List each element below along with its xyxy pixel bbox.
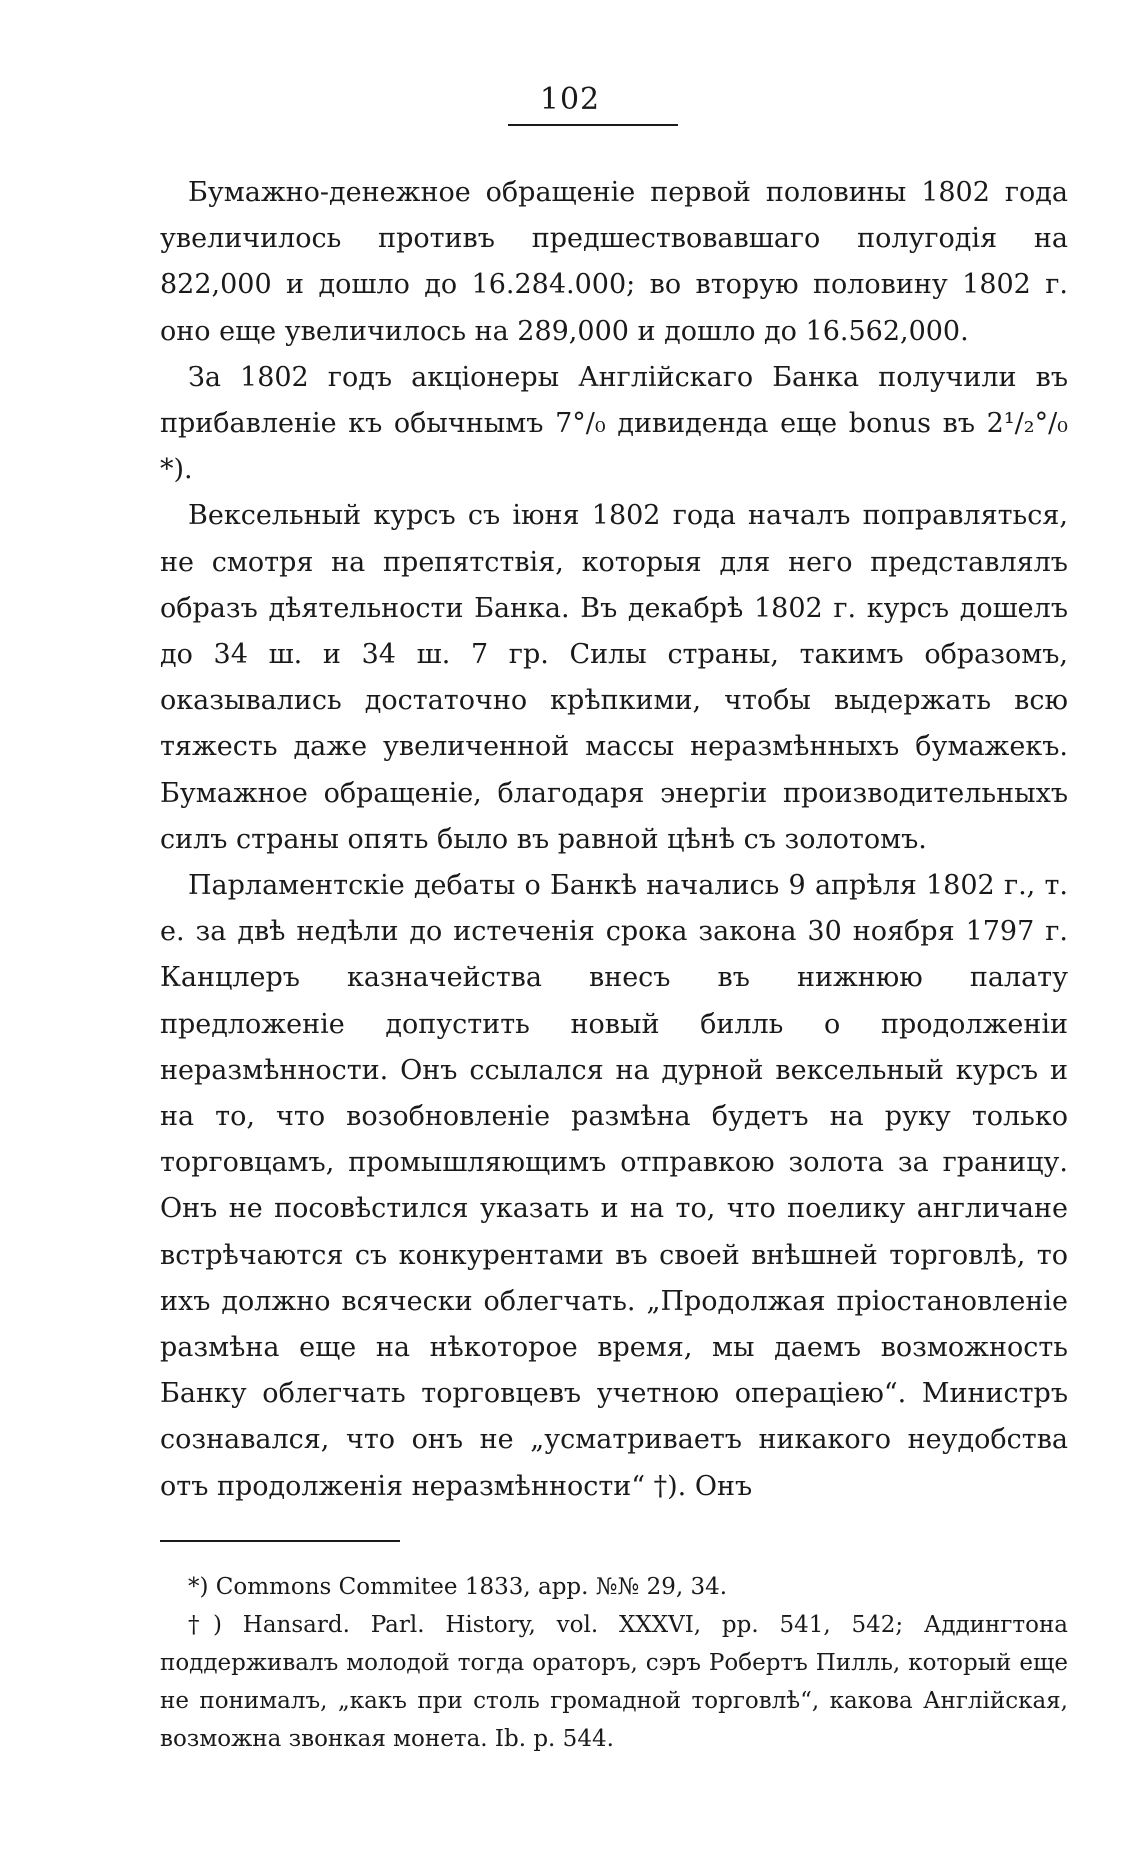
footnotes (160, 1568, 1068, 1758)
footnote-rule (160, 1540, 400, 1542)
paragraph-parliament-debates: Парламентскіе дебаты о Банкѣ начались 9 апрѣля 1802 г., т. е. за двѣ недѣли до истеченія срока закона 30 ноября 1797 г. Канцлеръ казначейства внесъ въ нижнюю палату предложеніе допустить новый билль о продолженіи неразмѣнности. Онъ ссылался на дурной вексельный курсъ и на то, что возобновленіе размѣна будетъ на руку только торговцамъ, промышляющимъ отправкою золота за границу. Онъ не посовѣстился указать и на то, что поелику англичане встрѣчаются съ конкурентами въ своей внѣшней торговлѣ, то ихъ должно всячески облегчать. „Продолжая пріостановленіе размѣна еще на нѣкоторое время, мы даемъ возможность Банку облегчать торговцевъ учетною операціею“. Министръ сознавался, что онъ не „усматриваетъ никакого неудобства отъ продолженія неразмѣнности“ †). Онъ (160, 870, 1068, 1502)
header-rule (508, 124, 678, 126)
paragraph-dividend: За 1802 годъ акціонеры Англійскаго Банка получили въ прибавленіе къ обычнымъ 7°/₀ дивиденда еще bonus въ 2¹/₂°/₀ *). (160, 361, 1068, 486)
page-number: 102 (539, 82, 601, 117)
paragraph-circulation: Бумажно-денежное обращеніе первой половины 1802 года увеличилось противъ предшествовавшаго полугодія на 822,000 и дошло до 16.284.000; во вторую половину 1802 г. оно еще увеличилось на 289,000 и дошло до 16.562,000. (160, 177, 1068, 347)
footnote-hansard: †) Hansard. Parl. History, vol. XXXVI, pp. 541, 542; Аддингтона поддерживалъ молодой тогда ораторъ, сэръ Робертъ Пилль, который еще не понималъ, „какъ при столь громадной торговлѣ“, какова Англійская, возможна звонкая монета. Ib. p. 544. (160, 1612, 1068, 1752)
footnote-commons: *) Commons Commitee 1833, app. №№ 29, 34. (188, 1574, 728, 1600)
main-text (160, 170, 1068, 1510)
paragraph-exchange-rate: Вексельный курсъ съ іюня 1802 года началъ поправляться, не смотря на препятствія, которыя для него представлялъ образъ дѣятельности Банка. Въ декабрѣ 1802 г. курсъ дошелъ до 34 ш. и 34 ш. 7 гр. Силы страны, такимъ образомъ, оказывались достаточно крѣпкими, чтобы выдержать всю тяжесть даже увеличенной массы неразмѣнныхъ бумажекъ. Бумажное обращеніе, благодаря энергіи производительныхъ силъ страны опять было въ равной цѣнѣ съ золотомъ. (160, 500, 1068, 855)
